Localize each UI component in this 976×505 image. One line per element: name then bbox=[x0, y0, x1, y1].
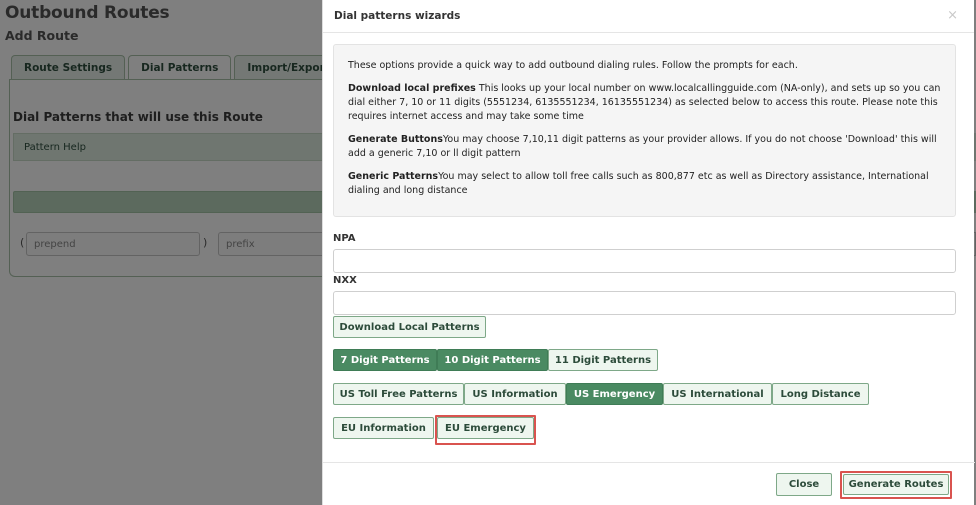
generate-heading: Generate Buttons bbox=[348, 134, 443, 145]
us-emergency-button[interactable]: US Emergency bbox=[566, 383, 663, 405]
nxx-label: NXX bbox=[333, 275, 357, 286]
generic-heading: Generic Patterns bbox=[348, 171, 439, 182]
modal-footer bbox=[323, 462, 975, 463]
generate-info bbox=[348, 133, 941, 161]
download-heading: Download local prefixes bbox=[348, 83, 476, 94]
npa-label: NPA bbox=[333, 233, 356, 244]
generate-routes-button[interactable]: Generate Routes bbox=[843, 474, 949, 495]
eu-information-button[interactable]: EU Information bbox=[333, 417, 434, 439]
nxx-input[interactable] bbox=[333, 291, 956, 315]
modal-title: Dial patterns wizards bbox=[334, 10, 461, 22]
dial-patterns-wizard-modal bbox=[322, 0, 974, 505]
us-information-button[interactable]: US Information bbox=[464, 383, 566, 405]
download-local-patterns-button[interactable]: Download Local Patterns bbox=[333, 316, 486, 338]
intro-text: These options provide a quick way to add outbound dialing rules. Follow the prompts for each. bbox=[348, 60, 798, 71]
10-digit-patterns-button[interactable]: 10 Digit Patterns bbox=[437, 349, 548, 371]
long-distance-button[interactable]: Long Distance bbox=[772, 383, 869, 405]
info-box bbox=[333, 44, 956, 217]
generate-routes-highlight bbox=[840, 471, 952, 499]
us-toll-free-patterns-button[interactable]: US Toll Free Patterns bbox=[333, 383, 464, 405]
eu-emergency-highlight bbox=[435, 415, 536, 445]
11-digit-patterns-button[interactable]: 11 Digit Patterns bbox=[548, 349, 658, 371]
npa-input[interactable] bbox=[333, 249, 956, 273]
7-digit-patterns-button[interactable]: 7 Digit Patterns bbox=[333, 349, 437, 371]
close-icon[interactable]: × bbox=[947, 8, 958, 23]
download-text: This looks up your local number on www.localcallingguide.com (NA-only), and sets up so you can dial either 7, 10 or 11 digits (5551234, 6135551234, 16135551234) as selected below to access this route. Please note this requires internet access and may take some time bbox=[348, 83, 941, 122]
generic-text: You may select to allow toll free calls such as 800,877 etc as well as Directory assistance, International dialing and long distance bbox=[348, 171, 929, 196]
us-international-button[interactable]: US International bbox=[663, 383, 772, 405]
download-info bbox=[348, 82, 941, 124]
modal-header bbox=[323, 0, 974, 33]
eu-emergency-button[interactable]: EU Emergency bbox=[437, 417, 534, 439]
generate-text: You may choose 7,10,11 digit patterns as your provider allows. If you do not choose 'Download' this will add a generic 7,10 or ll digit pattern bbox=[348, 134, 937, 159]
generic-info bbox=[348, 170, 941, 198]
close-button[interactable]: Close bbox=[776, 473, 832, 496]
